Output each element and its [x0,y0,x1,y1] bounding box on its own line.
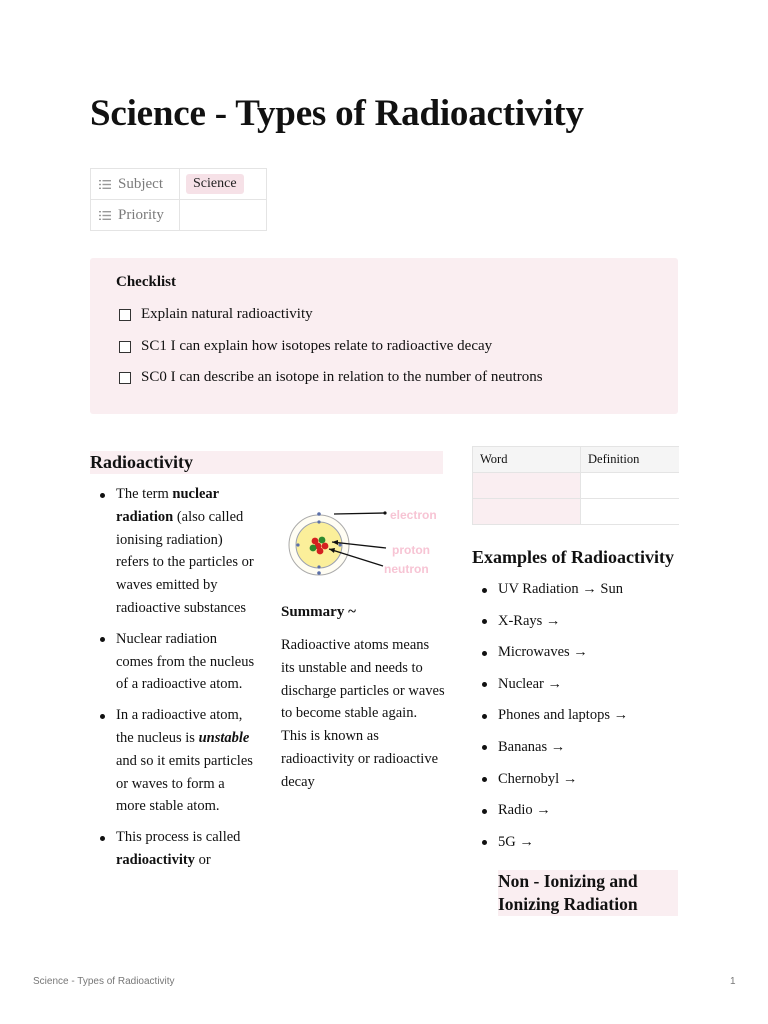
b4-strong: radioactivity [116,851,195,868]
electron-label: electron [390,508,437,522]
b4-pre: This process is called [116,829,241,846]
examples-heading: Examples of Radioactivity [472,547,674,567]
table-cell[interactable] [581,499,679,525]
list-item [116,704,256,818]
table-cell[interactable] [473,499,581,525]
property-key[interactable] [91,200,180,231]
property-key-label: Subject [118,175,163,192]
list-item: Nuclear → [498,673,678,696]
list-item: Nuclear radiation comes from the nucleus of a radioactive atom. [116,628,256,696]
table-header-row [473,447,679,473]
radioactivity-list [116,483,256,880]
list-item: UV Radiation → Sun [498,578,678,601]
checklist-callout [90,258,678,414]
examples-list [498,578,678,862]
list-item: Radio → [498,799,678,822]
checklist-item-label: SC1 I can explain how isotopes relate to radioactive decay [141,338,493,354]
list-item: Microwaves → [498,641,678,664]
checkbox[interactable] [119,309,131,321]
page-number: 1 [730,976,736,987]
word-table [472,446,679,525]
b1-pre: The term [116,486,173,502]
neutron-label: neutron [384,562,429,576]
checkbox[interactable] [119,341,131,353]
ionizing-heading: Non - Ionizing and Ionizing Radiation [498,870,678,916]
summary-title: Summary ~ [281,604,356,620]
list-item: X-Rays → [498,610,678,633]
table-header-cell[interactable]: Definition [581,447,679,473]
checklist-item [119,306,313,323]
property-value[interactable] [180,200,267,231]
checklist-item-label: Explain natural radioactivity [141,306,313,322]
table-row [473,499,679,525]
subject-tag: Science [186,174,244,194]
list-icon [99,180,111,189]
property-key[interactable] [91,169,180,200]
table-cell[interactable] [581,473,679,499]
b3-pre: In a radioactive atom, the nucleus is [116,707,243,746]
b3-post: and so it emits particles or waves to form a more stable atom. [116,752,253,815]
summary-text: Radioactive atoms means its unstable and needs to discharge particles or waves to become stable again. This is known as radioactivity or radioactive decay [281,637,445,790]
list-item: 5G → [498,831,678,854]
proton-label: proton [392,543,430,557]
list-item: Chernobyl → [498,768,678,791]
checklist-item-label: SC0 I can describe an isotope in relation to the number of neutrons [141,369,543,385]
b1-post: (also called ionising radiation) refers to the particles or waves emitted by radioactive substances [116,508,254,616]
list-item: Bananas → [498,736,678,759]
checklist-item [119,338,492,355]
property-row [91,169,267,200]
b1-strong: nuclear radiation [116,486,219,525]
footer-title: Science - Types of Radioactivity [33,976,175,987]
list-item [116,483,256,620]
checkbox[interactable] [119,372,131,384]
property-key-label: Priority [118,206,164,223]
list-icon [99,211,111,220]
radioactivity-heading: Radioactivity [90,451,443,474]
table-row [473,473,679,499]
properties-table [90,168,267,231]
list-item: Phones and laptops → [498,704,678,727]
checklist-title: Checklist [116,274,176,290]
b3-em: unstable [198,729,250,746]
checklist-item [119,369,543,386]
property-row [91,200,267,231]
page-title: Science - Types of Radioactivity [90,93,584,134]
table-header-cell[interactable]: Word [473,447,581,473]
b4-post: or [194,851,211,868]
property-value[interactable] [180,169,267,200]
list-item [116,826,256,872]
atom-diagram [282,500,442,582]
table-cell[interactable] [473,473,581,499]
